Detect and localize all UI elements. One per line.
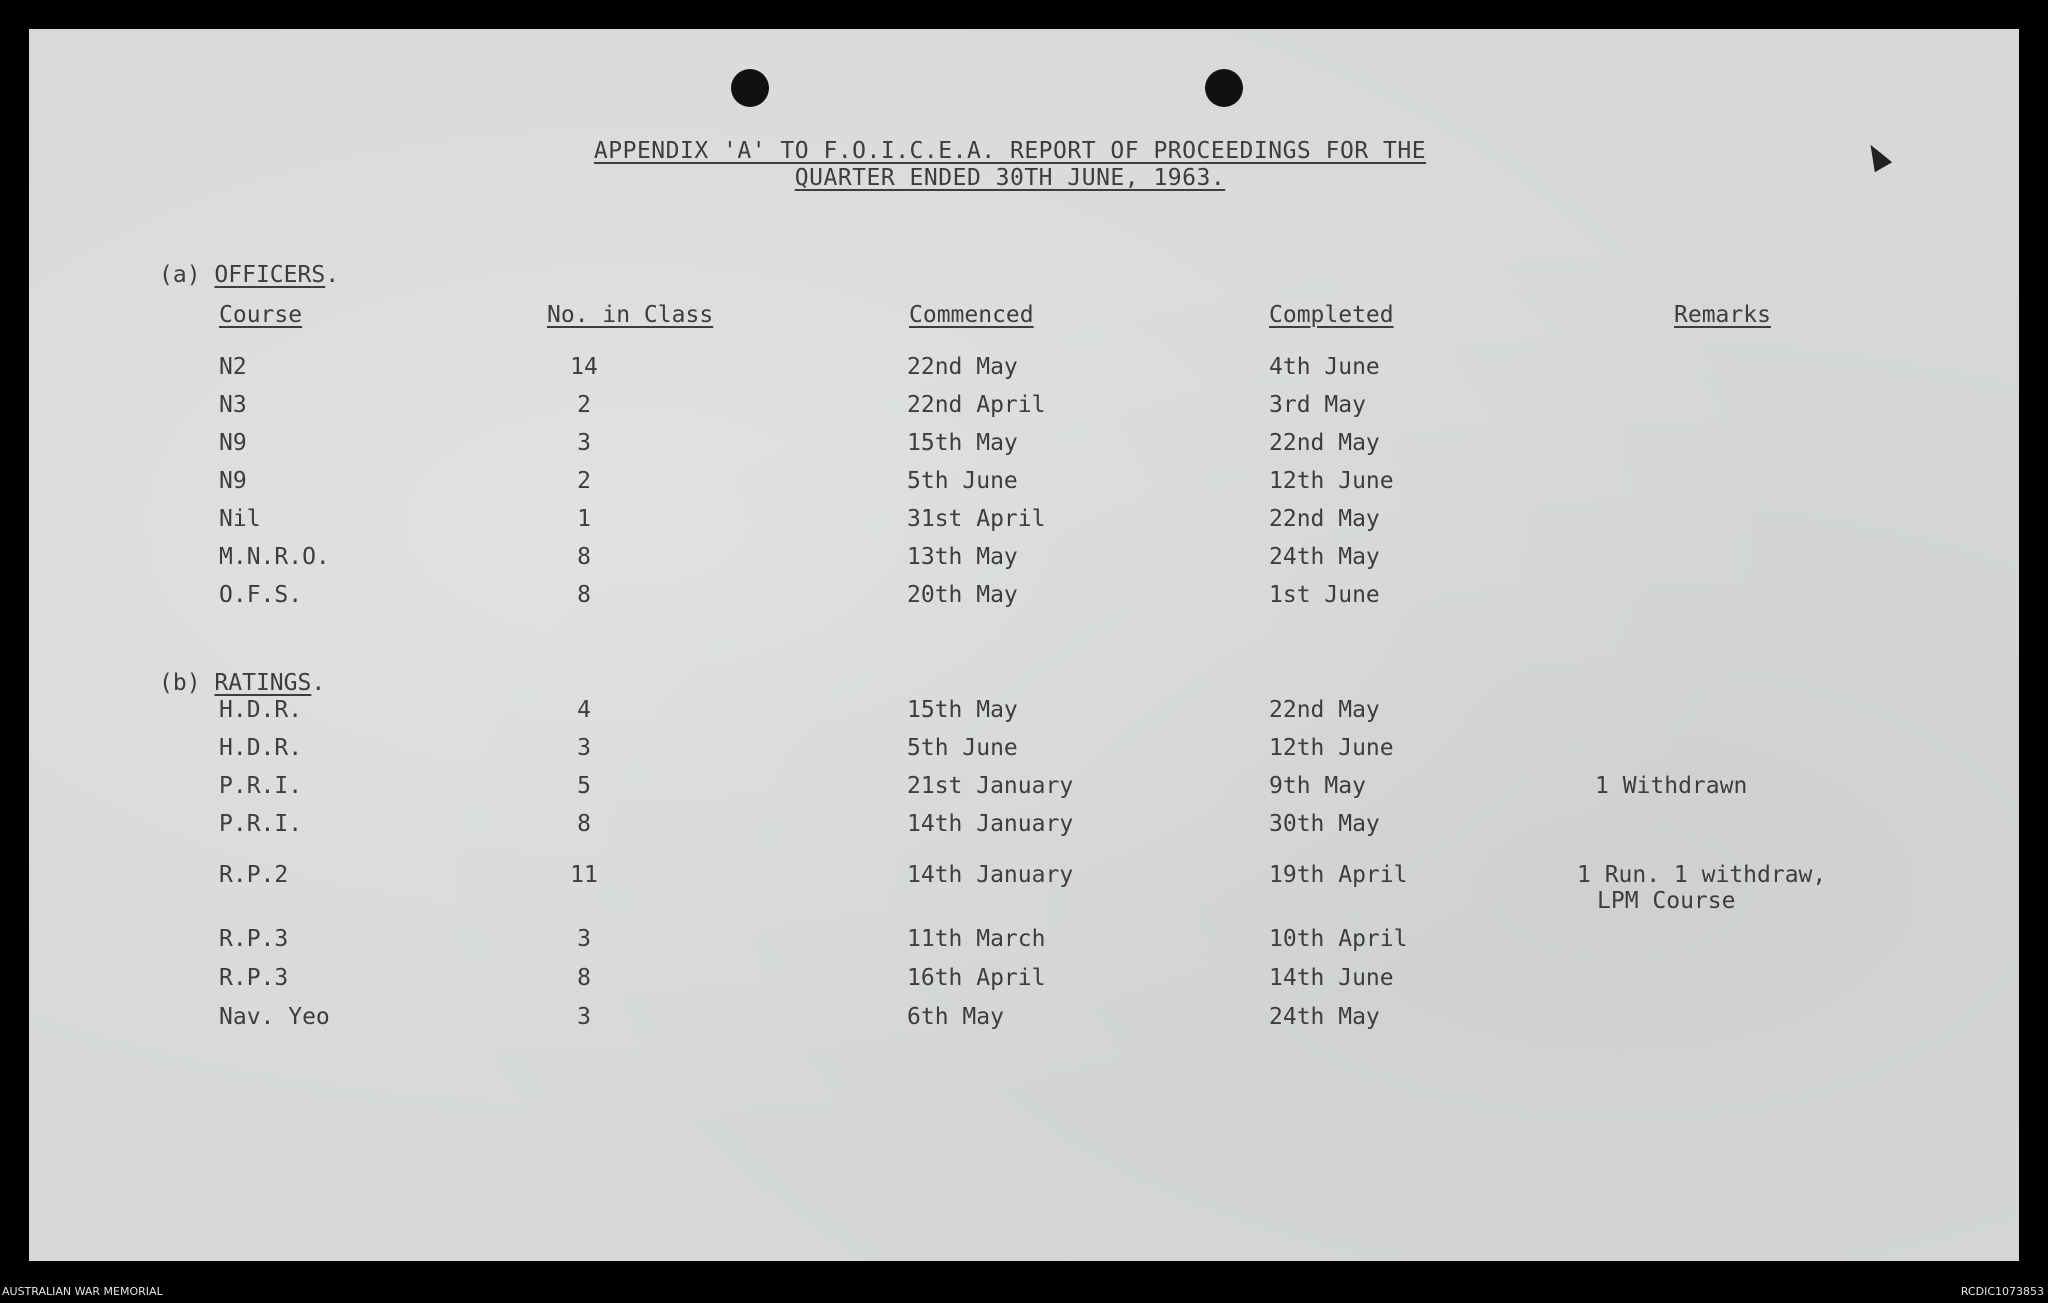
column-header-course: Course	[219, 302, 303, 328]
archive-caption: AUSTRALIAN WAR MEMORIAL	[2, 1285, 163, 1298]
ratings-row	[29, 735, 2019, 765]
number-cell: 3	[577, 735, 591, 761]
officers-row	[29, 544, 2019, 574]
course-cell: P.R.I.	[219, 811, 303, 837]
completed-cell: 22nd May	[1269, 430, 1380, 456]
completed-cell: 9th May	[1269, 773, 1366, 799]
commenced-cell: 6th May	[907, 1004, 1004, 1030]
officers-row	[29, 582, 2019, 612]
number-cell: 3	[577, 926, 591, 952]
column-header-completed: Completed	[1269, 302, 1394, 328]
commenced-cell: 22nd May	[907, 354, 1018, 380]
remarks-cell-line-2: LPM Course	[1597, 888, 1736, 914]
completed-cell: 12th June	[1269, 468, 1394, 494]
completed-cell: 14th June	[1269, 965, 1394, 991]
ratings-row	[29, 862, 2019, 922]
commenced-cell: 31st April	[907, 506, 1046, 532]
remarks-cell: 1 Run. 1 withdraw,	[1577, 862, 1827, 888]
course-cell: Nav. Yeo	[219, 1004, 330, 1030]
course-cell: H.D.R.	[219, 735, 303, 761]
completed-cell: 24th May	[1269, 544, 1380, 570]
punch-hole-left	[731, 69, 769, 107]
ratings-section-label: RATINGS	[214, 670, 312, 696]
commenced-cell: 15th May	[907, 430, 1018, 456]
officers-row	[29, 430, 2019, 460]
punch-hole-right	[1205, 69, 1243, 107]
ratings-row	[29, 926, 2019, 956]
remarks-cell: 1 Withdrawn	[1595, 773, 1748, 799]
commenced-cell: 22nd April	[907, 392, 1046, 418]
commenced-cell: 5th June	[907, 735, 1018, 761]
course-cell: N9	[219, 430, 247, 456]
column-header-commenced: Commenced	[909, 302, 1034, 328]
commenced-cell: 15th May	[907, 697, 1018, 723]
number-cell: 2	[577, 392, 591, 418]
completed-cell: 4th June	[1269, 354, 1380, 380]
commenced-cell: 13th May	[907, 544, 1018, 570]
commenced-cell: 20th May	[907, 582, 1018, 608]
number-cell: 8	[577, 965, 591, 991]
officers-row	[29, 392, 2019, 422]
number-cell: 5	[577, 773, 591, 799]
course-cell: N3	[219, 392, 247, 418]
course-cell: H.D.R.	[219, 697, 303, 723]
column-header-remarks: Remarks	[1674, 302, 1771, 328]
archive-reference: RCDIC1073853	[1960, 1285, 2044, 1298]
completed-cell: 24th May	[1269, 1004, 1380, 1030]
ratings-section-heading	[159, 670, 325, 696]
number-cell: 1	[577, 506, 591, 532]
ratings-row	[29, 811, 2019, 841]
course-cell: P.R.I.	[219, 773, 303, 799]
number-cell: 8	[577, 544, 591, 570]
course-cell: N9	[219, 468, 247, 494]
completed-cell: 12th June	[1269, 735, 1394, 761]
number-cell: 3	[577, 1004, 591, 1030]
completed-cell: 22nd May	[1269, 697, 1380, 723]
ratings-row	[29, 1004, 2019, 1034]
officers-section-prefix: (a)	[159, 262, 201, 288]
completed-cell: 1st June	[1269, 582, 1380, 608]
completed-cell: 10th April	[1269, 926, 1408, 952]
course-cell: O.F.S.	[219, 582, 303, 608]
officers-section-heading	[159, 262, 339, 288]
document-title-line-1: APPENDIX 'A' TO F.O.I.C.E.A. REPORT OF PROCEEDINGS FOR THE	[593, 138, 1427, 164]
number-cell: 8	[577, 582, 591, 608]
officers-row	[29, 354, 2019, 384]
course-cell: N2	[219, 354, 247, 380]
commenced-cell: 14th January	[907, 862, 1074, 888]
completed-cell: 30th May	[1269, 811, 1380, 837]
commenced-cell: 21st January	[907, 773, 1074, 799]
ratings-row	[29, 773, 2019, 803]
number-cell: 3	[577, 430, 591, 456]
number-cell: 8	[577, 811, 591, 837]
completed-cell: 19th April	[1269, 862, 1408, 888]
officers-row	[29, 506, 2019, 536]
course-cell: R.P.2	[219, 862, 289, 888]
commenced-cell: 14th January	[907, 811, 1074, 837]
document-page	[29, 29, 2019, 1261]
document-title-line-2: QUARTER ENDED 30TH JUNE, 1963.	[794, 165, 1226, 191]
ratings-section-suffix: .	[311, 670, 326, 696]
course-cell: Nil	[219, 506, 261, 532]
completed-cell: 3rd May	[1269, 392, 1366, 418]
commenced-cell: 11th March	[907, 926, 1046, 952]
course-cell: R.P.3	[219, 965, 289, 991]
ratings-section-prefix: (b)	[159, 670, 201, 696]
officers-section-label: OFFICERS	[214, 262, 326, 288]
ratings-row	[29, 697, 2019, 727]
commenced-cell: 5th June	[907, 468, 1018, 494]
number-cell: 14	[570, 354, 598, 380]
officers-row	[29, 468, 2019, 498]
course-cell: R.P.3	[219, 926, 289, 952]
commenced-cell: 16th April	[907, 965, 1046, 991]
number-cell: 4	[577, 697, 591, 723]
course-cell: M.N.R.O.	[219, 544, 330, 570]
number-cell: 11	[570, 862, 598, 888]
completed-cell: 22nd May	[1269, 506, 1380, 532]
number-cell: 2	[577, 468, 591, 494]
ratings-row	[29, 965, 2019, 995]
column-header-number: No. in Class	[547, 302, 714, 328]
officers-section-suffix: .	[325, 262, 340, 288]
